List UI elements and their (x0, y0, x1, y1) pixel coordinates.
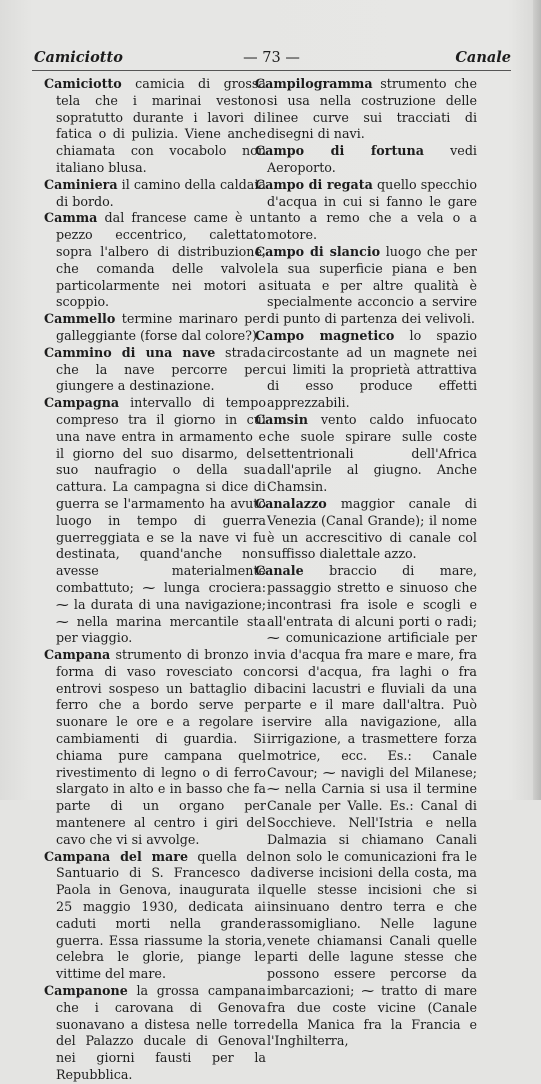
entry-headword: Camiciotto (44, 76, 122, 91)
entry-headword: Campanone (44, 983, 128, 999)
entry-headword: Campo di slancio (255, 243, 381, 259)
entry-headword: Camma (44, 210, 98, 226)
page-edge-shadow (533, 0, 541, 800)
dictionary-entry (44, 345, 266, 395)
entry-definition: il camino della caldaia di bordo. (56, 176, 266, 209)
entry-definition: quello specchio d'acqua in cui si fanno le gare tanto a remo che a vela o a motore. (267, 176, 477, 243)
entry-headword: Canalazzo (255, 495, 327, 511)
page-number: — 73 — (243, 50, 300, 66)
dictionary-entry (44, 177, 266, 211)
dictionary-entry (44, 647, 266, 849)
dictionary-entry (44, 76, 266, 177)
entry-definition: vedi Aeroporto. (267, 143, 477, 175)
left-column (44, 76, 266, 1084)
entry-headword: Campilogramma (255, 76, 373, 91)
dictionary-entry (255, 412, 477, 496)
entry-headword: Campo magnetico (255, 327, 395, 343)
dictionary-entry (255, 328, 477, 412)
entry-headword: Cammello (44, 311, 116, 327)
entry-definition: lo spazio circostante ad un magnete nei cui limiti la proprietà attrattiva di esso produce effetti apprezzabili. (267, 327, 477, 411)
dictionary-entry (255, 496, 477, 563)
dictionary-entry (255, 143, 477, 177)
dictionary-entry (44, 395, 266, 647)
page-header (32, 49, 511, 67)
entry-definition: braccio di mare, passaggio stretto e sinuoso che incontrasi fra isole e scogli e all'entrata di alcuni porti o radi; ⁓ comunicazione artificiale per via d'acqua fra mare e mare, fra corsi d'acqua, fra laghi o fra bacini lacustri e fluviali da una parte e il mare dall'altra. Può servire alla navigazione, alla irrigazione, a trasmettere forza motrice, ecc. Es.: Canale Cavour; ⁓ navigli del Milanese; ⁓ nella Carnia si usa il termine Canale per Valle. Es.: Canal di Socchieve. Nell'Istria e nella Dalmazia si chiamano Canali non solo le comunicazioni fra le diverse incisioni della costa, ma quelle stesse incisioni che si insinuano dentro terra e che rassomigliano. Nelle lagune venete chiamansi Canali quelle parti delle lagune stesse che possono essere percorse da imbarcazioni; ⁓ tratto di mare fra due coste vicine (Canale della Manica fra la Francia e l'Inghilterra, (267, 563, 477, 1049)
entry-headword: Campo di regata (255, 176, 373, 192)
entry-definition: strumento che si usa nella costruzione delle linee curve sui tracciati di disegni di navi. (267, 76, 477, 142)
header-last-entry: Canale (455, 49, 511, 66)
entry-definition: termine marinaro per galleggiante (forse dal colore?). (56, 311, 266, 343)
entry-definition: intervallo di tempo compreso tra il giorno in cui una nave entra in armamento e il giorno del suo disarmo, del suo naufragio o della sua cattura. La campagna si dice di guerra se l'armamento ha avuto luogo in tempo di guerra guerreggiata e se la nave vi fu destinata, quand'anche non avesse materialmente combattuto; ⁓ lunga crociera: ⁓ la durata di una navigazione; ⁓ nella marina mercantile sta per viaggio. (56, 395, 266, 646)
entry-definition: strada che la nave percorre per giungere a destinazione. (56, 344, 266, 394)
entry-definition: maggior canale di Venezia (Canal Grande); il nome è un accrescitivo di canale col suffisso dialettale azzo. (267, 495, 477, 562)
entry-headword: Campana (44, 647, 111, 663)
entry-headword: Caminiera (44, 176, 118, 192)
header-rule (32, 70, 511, 71)
entry-headword: Campo di fortuna (255, 143, 424, 159)
dictionary-entry (44, 311, 266, 345)
entry-definition: quella del Santuario di S. Francesco da Paola in Genova, inaugurata il 25 maggio 1930, dedicata ai caduti morti nella grande guerra. Essa riassume la storia, celebra le glorie, piange le vittime del mare. (56, 848, 266, 982)
entry-headword: Campana del mare (44, 848, 189, 864)
entry-definition: vento caldo infuocato che suole spirare sulle coste settentrionali dell'Africa dall'aprile al giugno. Anche Chamsin. (267, 411, 477, 495)
dictionary-entry (44, 983, 266, 1084)
entry-headword: Canale (255, 563, 304, 579)
entry-definition: luogo che per la sua superficie piana e ben situata e per altre qualità è specialmente acconcio a servire di punto di partenza dei velivoli. (267, 243, 477, 327)
dictionary-entry (44, 849, 266, 983)
dictionary-entry (255, 76, 477, 143)
header-first-entry: Camiciotto (34, 49, 123, 66)
dictionary-entry (255, 563, 477, 1050)
entry-definition: camicia di grossa tela che i marinai vestono sopratutto durante i lavori di fatica o di pulizia. Viene anche chiamata con vocabolo non italiano blusa. (56, 76, 266, 175)
right-column (255, 76, 477, 1050)
entry-headword: Camsin (255, 411, 308, 427)
dictionary-entry (255, 177, 477, 244)
dictionary-entry (44, 210, 266, 311)
entry-definition: dal francese came è un pezzo eccentrico, calettato sopra l'albero di distribuzione, che comanda delle valvole particolarmente nei motori a scoppio. (56, 210, 266, 310)
dictionary-entry (255, 244, 477, 328)
entry-definition: la grossa campana che i carovana di Genova suonavano a distesa nelle torre del Palazzo ducale di Genova nei giorni fausti per la Repubblica. (56, 983, 266, 1083)
entry-headword: Campagna (44, 395, 120, 411)
entry-headword: Cammino di una nave (44, 344, 216, 360)
entry-definition: strumento di bronzo in forma di vaso rovesciato con entrovi sospeso un battaglio di ferro che a bordo serve per suonare le ore e a regolare i cambiamenti di guardia. Si chiama pure campana quel rivestimento di legno o di ferro slargato in alto e in basso che fa parte di un organo per mantenere al centro i giri del cavo che vi si avvolge. (56, 647, 266, 847)
